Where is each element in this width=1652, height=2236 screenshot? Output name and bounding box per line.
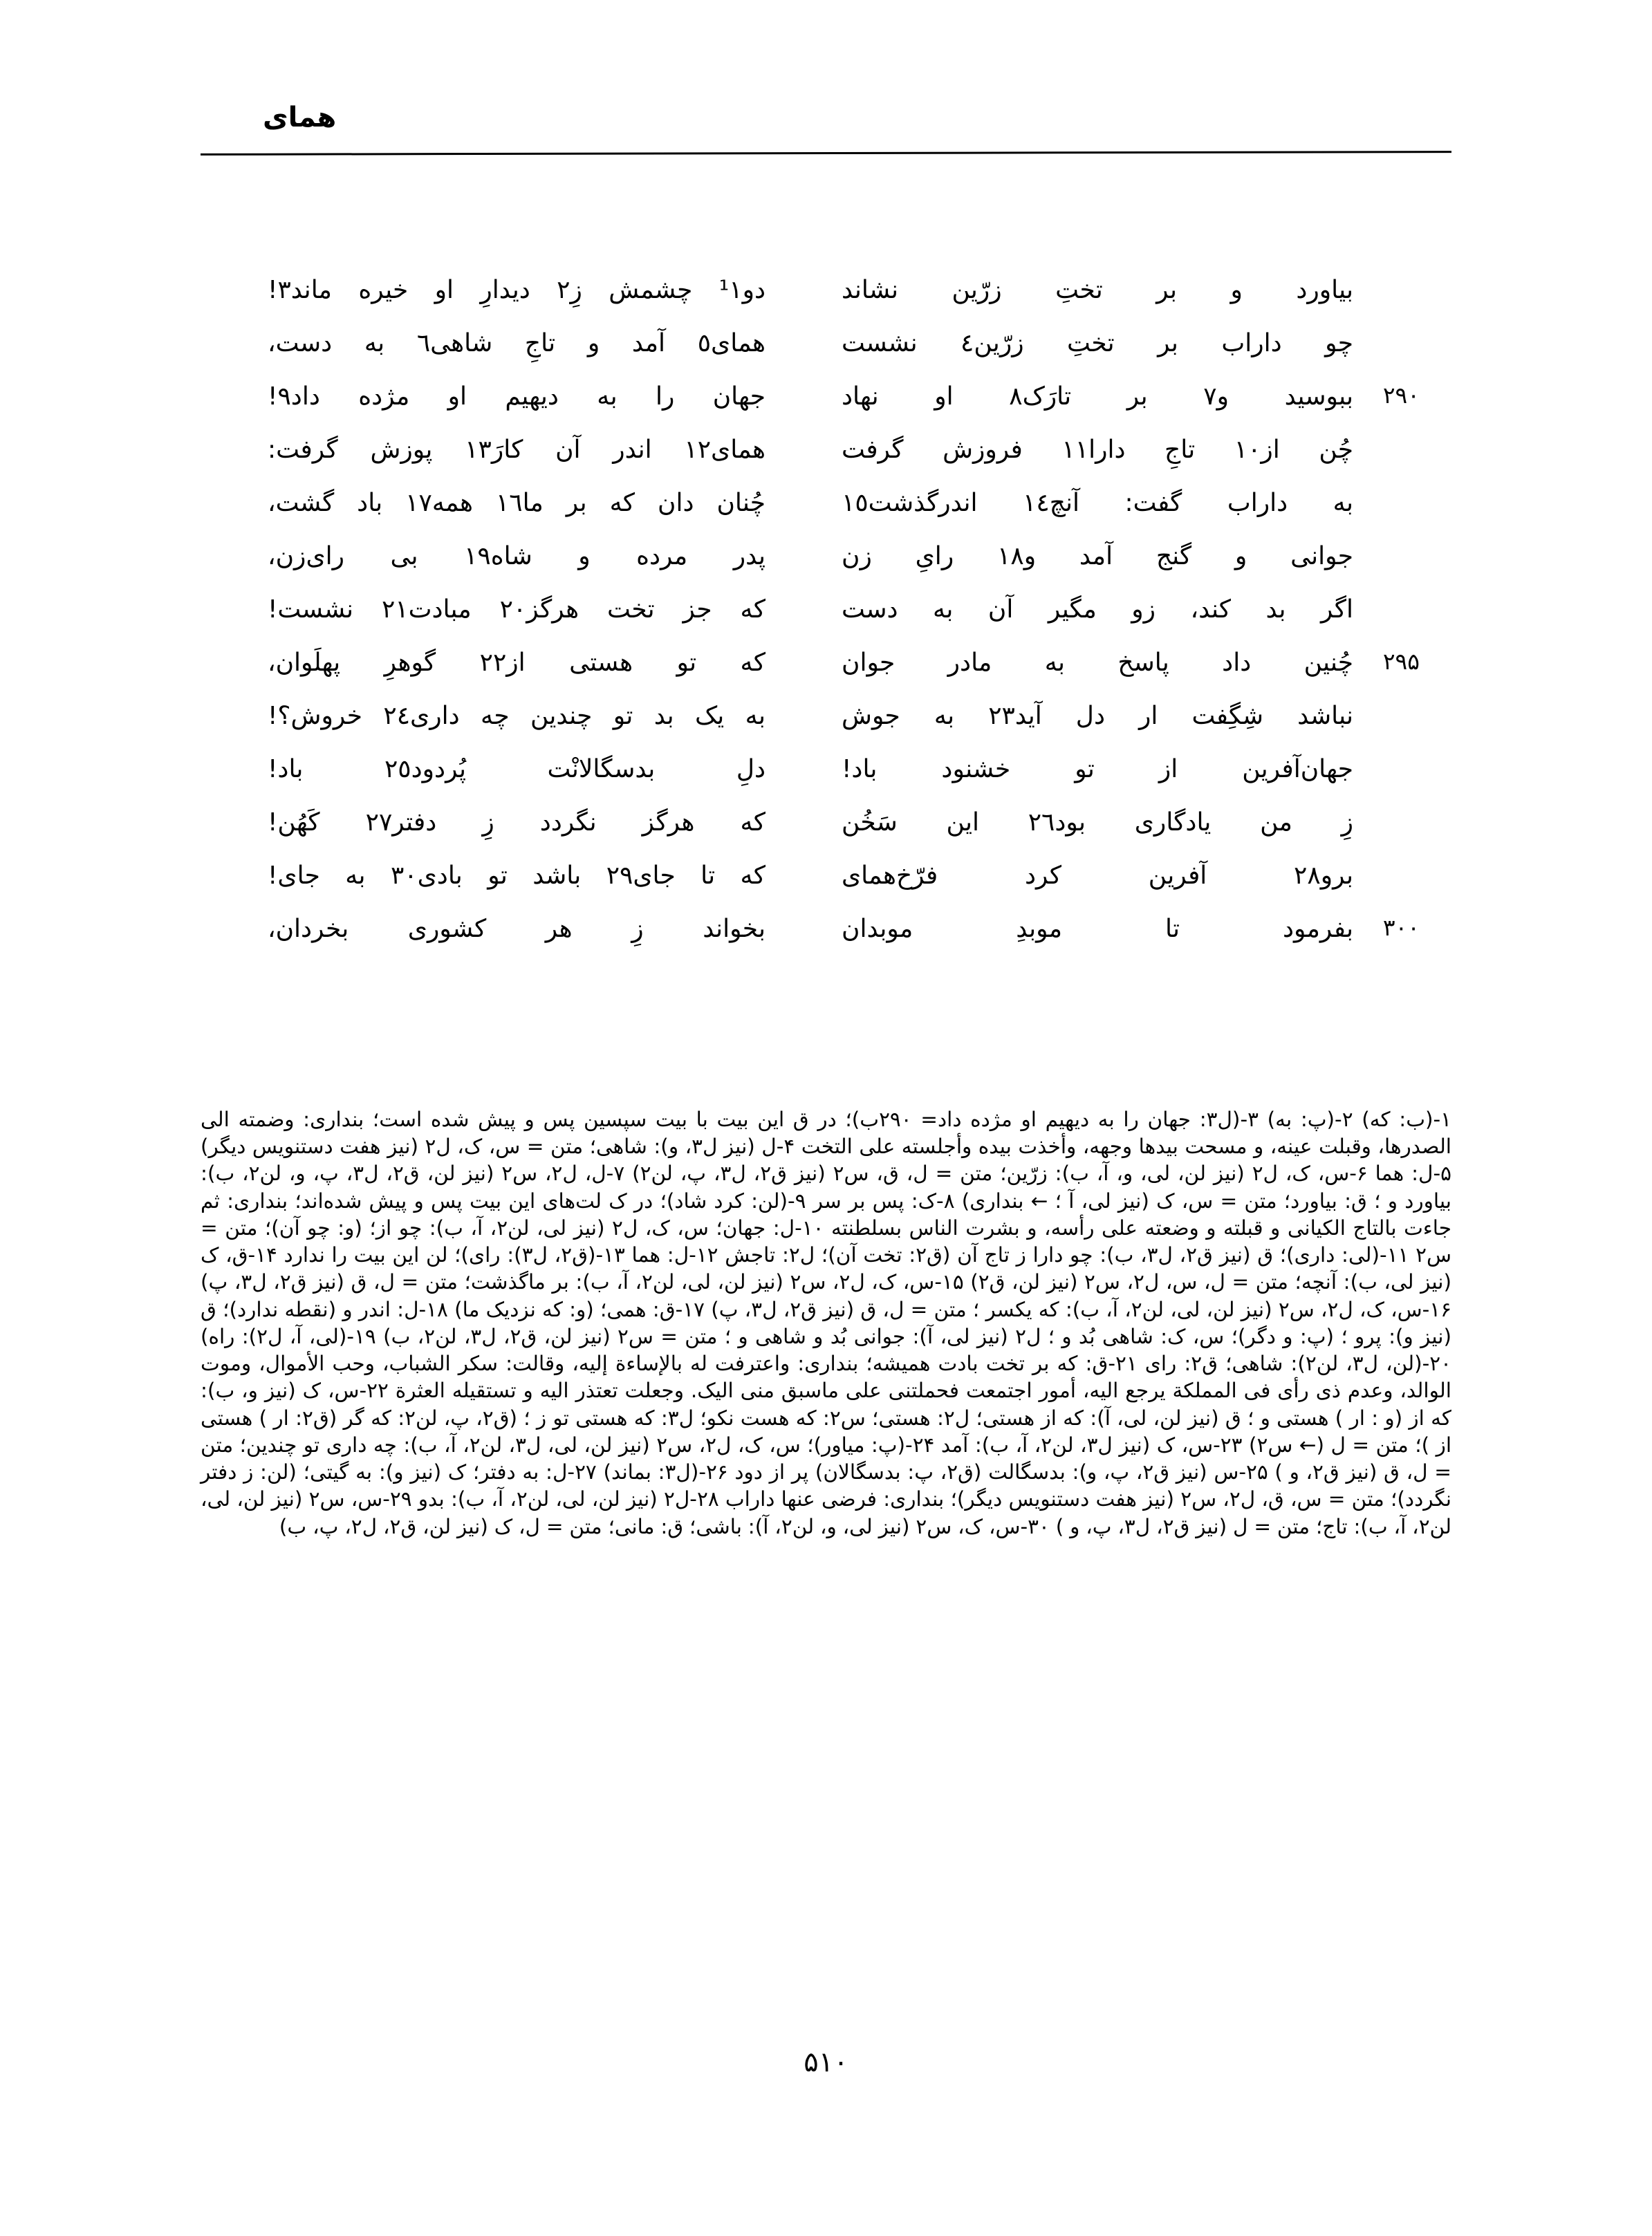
hemistich-first: نباشد شِگِفت ار دل آید٢٣ به جوش xyxy=(842,702,1353,730)
verse-line-number: ۲۹۵ xyxy=(1382,648,1420,675)
verse-row xyxy=(228,805,1424,859)
hemistich-first: بفرمود تا موبدِ موبدان xyxy=(842,915,1353,943)
hemistich-second: بخواند زِ هر کشوری بخردان، xyxy=(268,915,765,943)
hemistich-first: برو٢٨ آفرین کرد فرّخ‌همای xyxy=(842,861,1353,890)
hemistich-first: زِ من یادگاری بود٢٦ این سَخُن xyxy=(842,808,1353,837)
verse-row xyxy=(228,433,1424,486)
hemistich-first: چُن از١٠ تاجِ دارا١١ فروزش گرفت xyxy=(842,436,1353,464)
verse-row xyxy=(228,912,1424,965)
verse-row xyxy=(228,752,1424,805)
apparatus-text: ۱-(ب: که) ۲-(پ: به) ۳-(ل٣: جهان را به دیهیم او مژده داد= ۲۹۰ب)؛ در ق این بیت با بیت سپسین پس و پیش شده است؛ بنداری: وضمته الی الصدرها، وقبلت عینه، و مسحت بیدها وجهه، وأخذت بیده وأجلسته علی التخت ۴-ل (نیز ل٣، و): شاهی؛ متن = س، ک، ل٢ (نیز هفت دستنویس دیگر) ۵-ل: هما ۶-س، ک، ل٢ (نیز لن، لی، و، آ، ب): زرّین؛ متن = ل، ق، س٢ (نیز ق٢، ل٣، پ، لن٢) ۷-ل، ل٢، س٢ (نیز لن، ق٢، ل٣، پ، و، لن٢، ب): بیاورد و ؛ ق: بیاورد؛ متن = س، ک (نیز لی، آ ؛ ← بنداری) ۸-ک: پس بر سر ۹-(لن: کرد شاد)؛ در ک لت‌های این بیت پس و پیش شده‌اند؛ بنداری: ثم جاءت بالتاج الکیانی و قبلته و وضعته علی رأسه، و بشرت الناس بسلطنته ۱۰-ل: جهان؛ س، ک، ل٢ (نیز لی، لن٢، آ، ب): چو از؛ (و: چو آن)؛ متن = س٢ ۱۱-(لی: داری)؛ ق (نیز ق٢، ل٣، ب): چو دارا ز تاج آن (ق٢: تخت آن)؛ ل٢: تاجش ۱۲-ل: هما ۱۳-(ق٢، ل٣): رای)؛ لن این بیت را ندارد ۱۴-ق، ک (نیز لی، ب): آنچه؛ متن = ل، س، ل٢، س٢ (نیز لن، ق٢) ۱۵-س، ک، ل٢، س٢ (نیز لن، لی، لن٢، آ، ب): بر ماگذشت؛ متن = ل، ق (نیز ق٢، ل٣، پ) ۱۶-س، ک، ل٢، س٢ (نیز لن، لی، لن٢، آ، ب): که یکسر ؛ متن = ل، ق (نیز ق٢، ل٣، پ) ۱۷-ق: همی؛ (و: که نزدیک ما) ۱۸-ل: اندر و (نقطه ندارد)؛ ق (نیز و): پرو ؛ (پ: و دگر)؛ س، ک: شاهی بُد و ؛ ل٢ (نیز لی، آ): جوانی بُد و شاهی و ؛ متن = س٢ (نیز لن، ق٢، ل٣، لن٢، ب) ۱۹-(لی، آ، ل٢): راه) ۲۰-(لن، ل٣، لن٢): شاهی؛ ق٢: رای ۲۱-ق: که بر تخت بادت همیشه؛ بنداری: واعترفت له بالإساءة إلیه، وقالت: سکر الشباب، وحب الأموال، وموت الوالد، وعدم ذی رأی فی المملکة یرجع الیه، أمور اجتمعت فحملتنی علی ماسبق منی الیک. وجعلت تعتذر الیه و تستقیله العثرة ۲۲-س، ک (نیز و، ب): که از (و : ار ) هستی و ؛ ق (نیز لن، لی، آ): که از هستی؛ ل٢: هستی؛ س٢: که هست نکو؛ ل٣: که هستی تو ز ؛ (ق٢، پ، لن٢: که گر (ق٢: ار ) هستی از )؛ متن = ل (← س٢) ۲۳-س، ک (نیز ل٣، لن٢، آ، ب): آمد ۲۴-(پ: میاور)؛ س، ک، ل٢، س٢ (نیز لن، لی، ل٣، لن٢، آ، ب): چه داری تو چندین؛ متن = ل، ق (نیز ق٢، و ) ۲۵-س (نیز ق٢، پ، و): بدسگالت (ق٢، پ: بدسگالان) پر از دود ۲۶-(ل٣: بماند) ۲۷-ل: به دفتر؛ ک (نیز و): به گیتی؛ (لن: ز دفتر نگردد)؛ متن = س، ق، ل٢، س٢ (نیز هفت دستنویس دیگر)؛ بنداری: فرضی عنها داراب ۲۸-ل٢ (نیز لن، لی، لن٢، آ، ب): بدو ۲۹-س، س٢ (نیز لن، لی، لن٢، آ، ب): تاج؛ متن = ل (نیز ق٢، ل٣، پ، و ) ۳۰-س، ک، س٢ (نیز لی، و، لن٢، آ): باشی؛ ق: مانی؛ متن = ل، ک (نیز لن، ق٢، ل٢، پ، ب) xyxy=(201,1108,1452,1538)
folio-number: ۵۱۰ xyxy=(804,2047,848,2078)
verse-row xyxy=(228,593,1424,646)
verse-line-number xyxy=(1353,593,1424,597)
critical-apparatus xyxy=(201,1106,1451,1540)
verse-line-number xyxy=(1353,486,1424,490)
hemistich-first: اگر بد کند، زو مگیر آن به دست xyxy=(842,595,1353,624)
hemistich-first: جوانی و گنج آمد و١٨ رایِ زن xyxy=(842,542,1353,570)
verse-line-number xyxy=(1353,859,1424,863)
hemistich-first: به داراب گفت: آنچ١٤ اندرگذشت١٥ xyxy=(842,489,1353,517)
hemistich-second: که هرگز نگردد زِ دفتر٢٧ کَهُن! xyxy=(268,808,765,837)
verse-row xyxy=(228,380,1424,433)
verse-row xyxy=(228,699,1424,752)
hemistich-second: جهان را به دیهیم او مژده داد٩! xyxy=(268,382,765,411)
verse-line-number xyxy=(1353,326,1424,330)
verse-row xyxy=(228,486,1424,539)
hemistich-second: پدر مرده و شاه١٩ بی رای‌زن، xyxy=(268,542,765,570)
verse-row xyxy=(228,859,1424,912)
hemistich-second: دو¹١ چشمش زِ٢ دیدارِ او خیره ماند٣! xyxy=(268,276,765,304)
hemistich-second: به یک بد تو چندین چه داری٢٤ خروش؟! xyxy=(268,702,766,730)
verse-line-number xyxy=(1353,752,1424,756)
verse-block xyxy=(228,273,1424,965)
hemistich-second: چُنان دان که بر ما١٦ همه١٧ باد گشت، xyxy=(268,489,765,517)
verse-row xyxy=(228,326,1424,380)
verse-line-number xyxy=(1353,273,1424,277)
hemistich-second: که تا جای٢٩ باشد تو بادی٣٠ به جای! xyxy=(268,861,765,890)
verse-line-number xyxy=(1353,433,1424,437)
page-header xyxy=(201,104,1451,187)
verse-line-number: ۳۰۰ xyxy=(1382,914,1420,941)
verse-row xyxy=(228,539,1424,593)
hemistich-first: جهان‌آفرین از تو خشنود باد! xyxy=(842,755,1353,783)
running-head: همای xyxy=(263,102,337,133)
verse-line-number xyxy=(1353,805,1424,810)
hemistich-first: چو داراب بر تختِ زرّین٤ نشست xyxy=(842,329,1353,357)
hemistich-first: چُنین داد پاسخ به مادر جوان xyxy=(842,649,1353,677)
verse-row xyxy=(228,273,1424,326)
hemistich-second: همای١٢ اندر آن کارَ١٣ پوزش گرفت: xyxy=(268,436,765,464)
hemistich-first: ببوسید و٧ بر تارَک٨ او نهاد xyxy=(842,382,1354,411)
verse-line-number: ۲۹۰ xyxy=(1382,382,1420,409)
hemistich-second: که جز تخت هرگز٢٠ مبادت٢١ نشست! xyxy=(268,595,765,624)
hemistich-first: بیاورد و بر تختِ زرّین نشاند xyxy=(842,276,1353,304)
hemistich-second: دلِ بدسگالانْت پُردود٢٥ باد! xyxy=(268,755,765,783)
verse-line-number xyxy=(1353,699,1424,703)
header-rule xyxy=(201,151,1451,156)
verse-row xyxy=(228,646,1424,699)
hemistich-second: همای٥ آمد و تاجِ شاهی٦ به دست، xyxy=(268,329,765,357)
verse-line-number xyxy=(1353,539,1424,543)
hemistich-second: که تو هستی از٢٢ گوهرِ پهلَوان، xyxy=(268,649,765,677)
